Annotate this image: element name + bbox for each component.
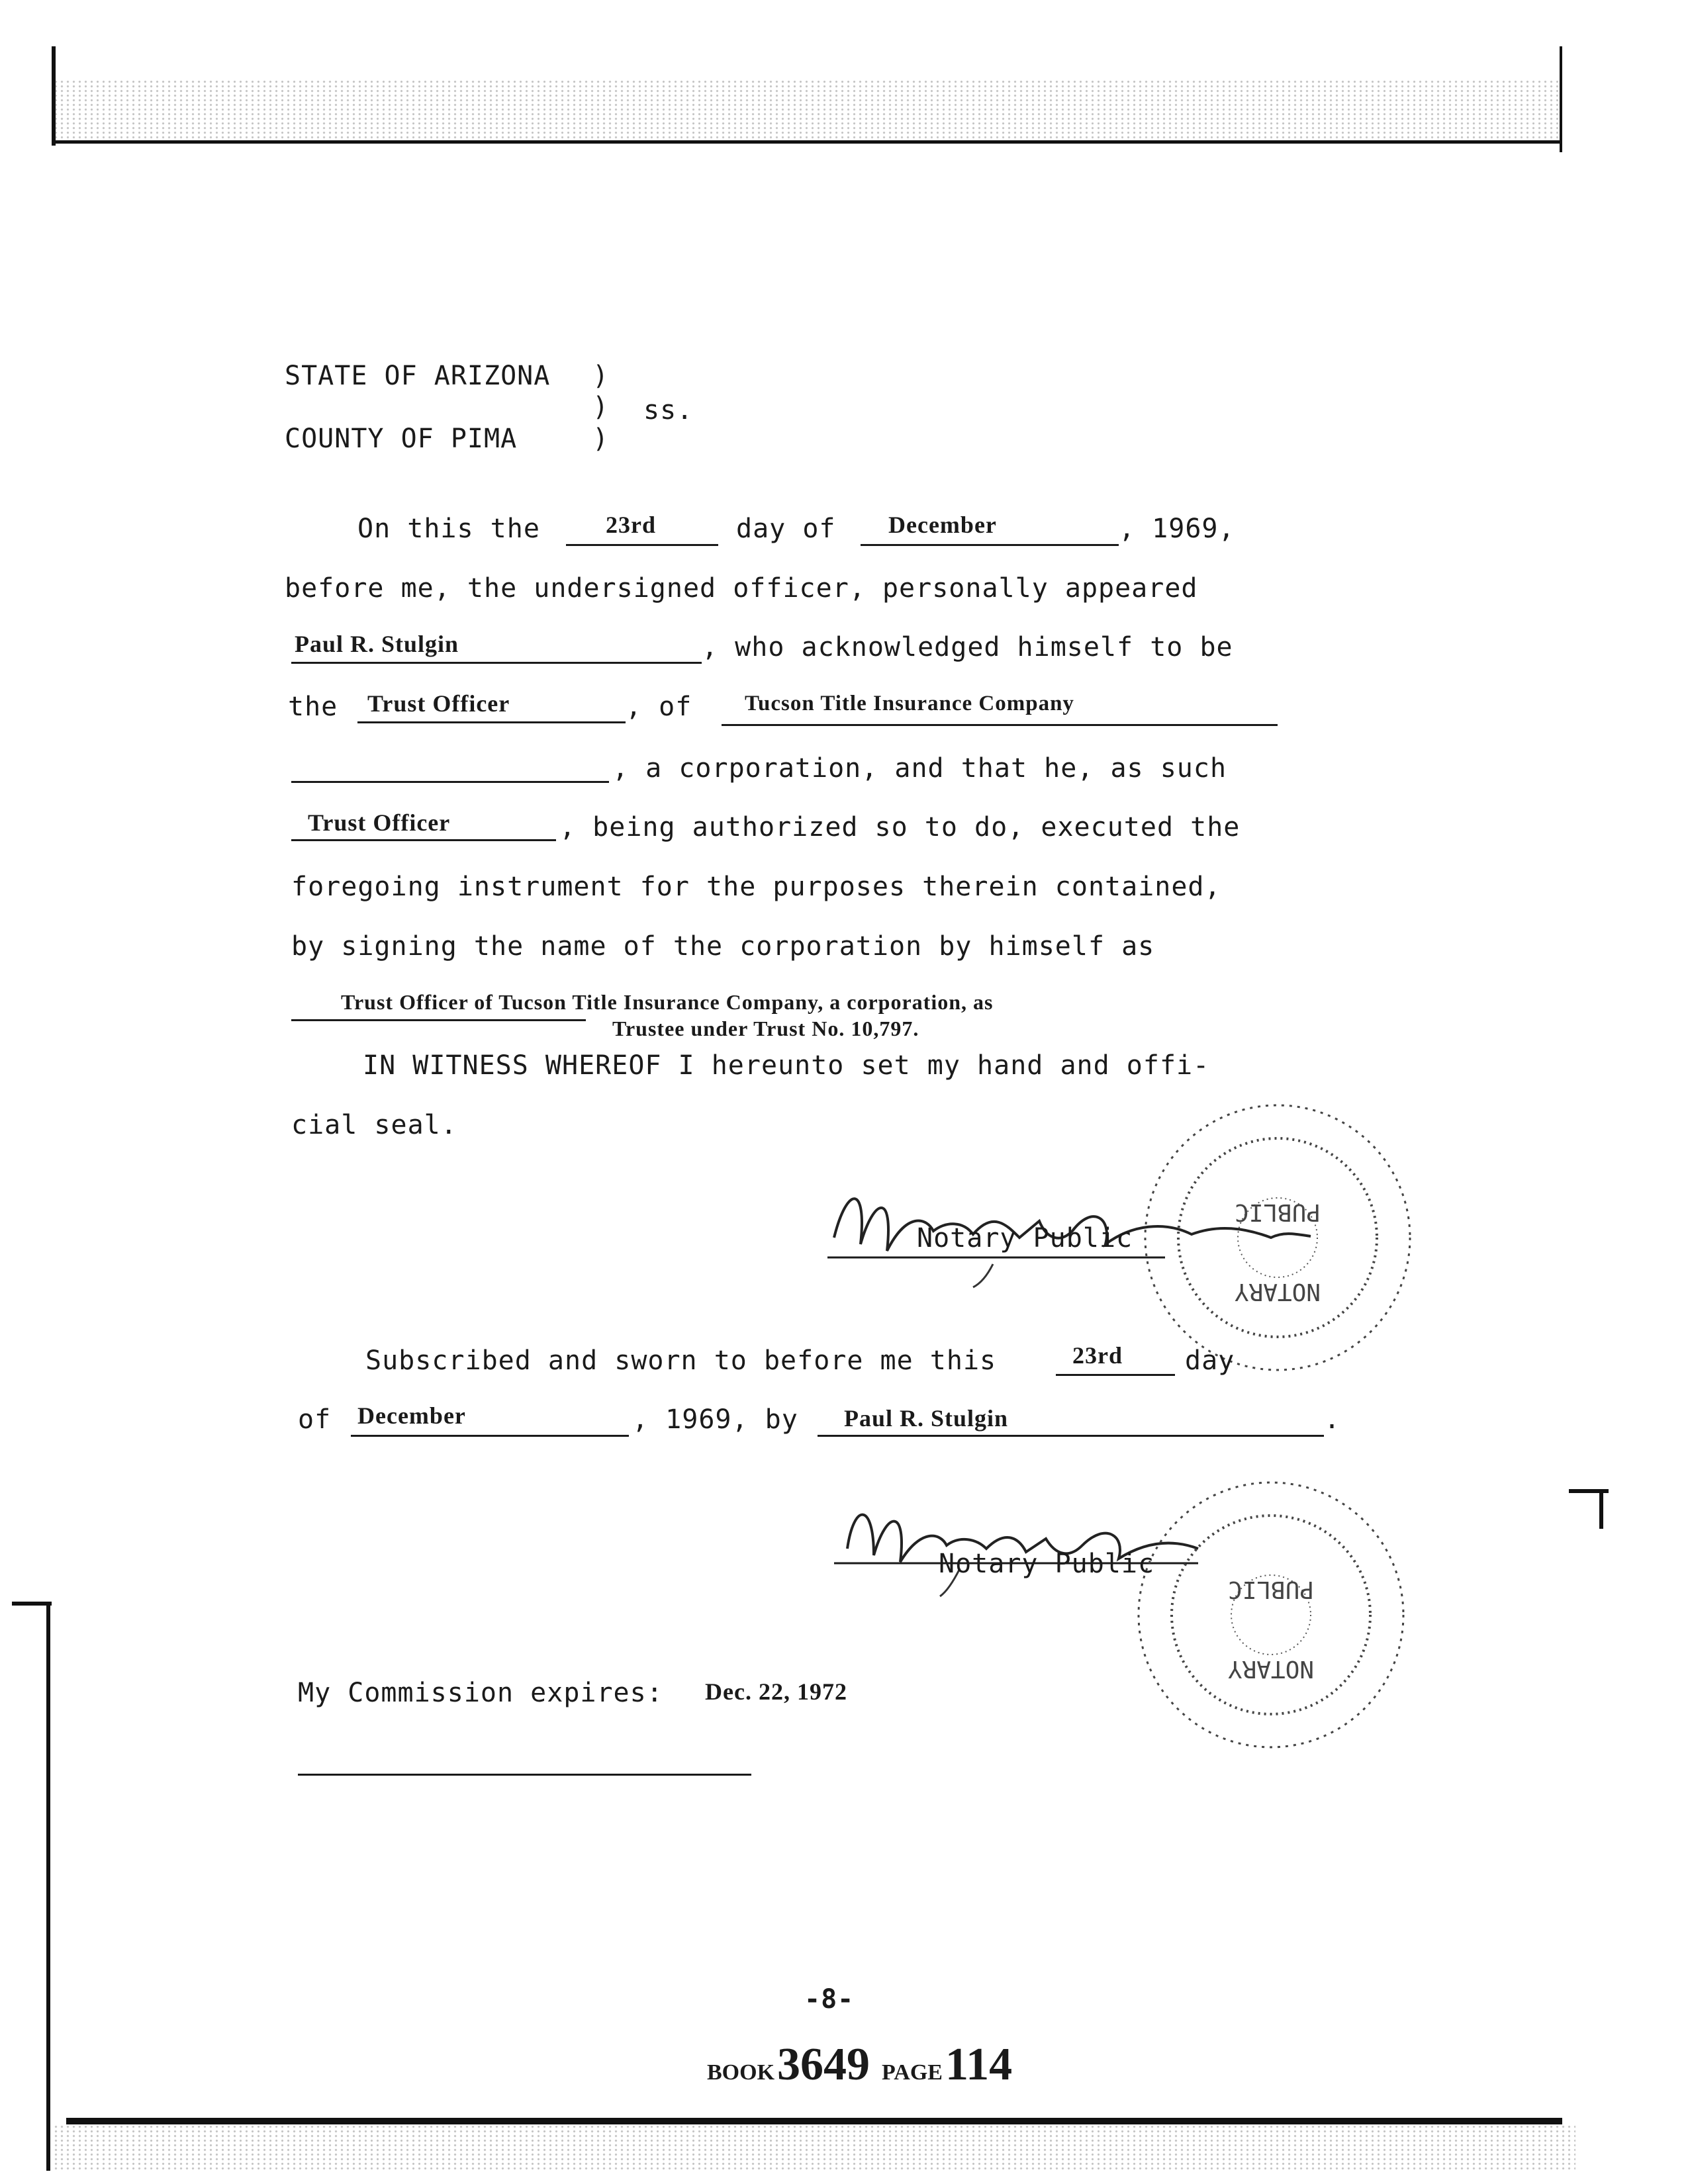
ack-line1-post: , 1969, [1119,514,1235,544]
ack-company: Tucson Title Insurance Company [745,692,1074,715]
ack-line4-mid: , of [626,692,692,722]
ack-line6-post: , being authorized so to do, executed the [559,812,1241,842]
venue-ss: ss. [643,395,694,426]
venue-state: STATE OF ARIZONA [285,361,551,391]
jurat-name-underline [818,1435,1324,1437]
ack-line3-post: , who acknowledged himself to be [702,632,1233,662]
ack-name: Paul R. Stulgin [295,631,459,657]
ack-title2-underline [291,839,556,841]
ack-capacity-line2: Trustee under Trust No. 10,797. [612,1017,919,1040]
seal-2-bottom-text: NOTARY [1227,1655,1315,1682]
bottom-border-line [66,2118,1562,2124]
top-border-line [53,140,1562,144]
book-page-stamp [707,2038,1012,2091]
ack-capacity-underline [291,1019,586,1021]
left-binding-mark [46,1602,50,2171]
ack-line5-post: , a corporation, and that he, as such [612,753,1227,784]
venue-paren-3: ) [592,424,610,454]
page-label: PAGE [882,2060,943,2085]
ack-line8: by signing the name of the corporation by himself as [291,931,1155,962]
ack-line4-pre: the [288,692,338,722]
ack-witness2: cial seal. [291,1110,457,1140]
jurat-line2-mid: , 1969, by [632,1404,798,1435]
left-tab-mark [12,1602,52,1606]
ack-title2: Trust Officer [308,809,451,836]
page-number-stamp: 114 [945,2039,1013,2090]
book-number: 3649 [777,2039,870,2090]
ack-witness1: IN WITNESS WHEREOF I hereunto set my hand and offi- [363,1050,1210,1081]
ack-day-underline [566,544,718,546]
ack-line1-mid: day of [736,514,836,544]
jurat-name: Paul R. Stulgin [844,1405,1009,1432]
seal-bottom-text: NOTARY [1234,1278,1321,1305]
jurat-day-underline [1056,1374,1175,1376]
bottom-scan-noise [53,2124,1575,2171]
venue-county: COUNTY OF PIMA [285,424,518,454]
seal-top-text: PUBLIC [1234,1199,1321,1226]
jurat-month: December [357,1402,466,1429]
ack-month-underline [861,544,1119,546]
jurat-line2-pre: of [298,1404,332,1435]
notary-seal-2 [1119,1463,1423,1767]
ack-month: December [888,512,997,538]
venue-paren-1: ) [592,361,610,391]
right-tab-mark-down [1599,1489,1603,1529]
ack-company-underline [722,724,1278,726]
notary-label-2: Notary Public [939,1549,1155,1579]
ack-name-underline [291,662,702,664]
jurat-line1-pre: Subscribed and sworn to before me this [365,1345,997,1376]
notary-label-1: Notary Public [917,1223,1133,1253]
ack-day: 23rd [606,512,656,538]
jurat-day: 23rd [1072,1342,1123,1369]
top-scan-noise [53,79,1562,142]
ack-blank-underline [291,781,609,783]
ack-line7: foregoing instrument for the purposes therein contained, [291,872,1221,902]
page-number: -8- [804,1984,855,2015]
book-label: BOOK [707,2060,775,2085]
ack-title-underline [357,721,626,723]
commission-underline [298,1774,751,1776]
seal-2-top-text: PUBLIC [1227,1576,1315,1603]
commission-label: My Commission expires: [298,1678,663,1708]
jurat-line1-post: day [1185,1345,1235,1376]
jurat-month-underline [351,1435,629,1437]
ack-capacity-line1: Trust Officer of Tucson Title Insurance Company, a corporation, as [341,990,994,1014]
ack-line2: before me, the undersigned officer, personally appeared [285,573,1198,604]
venue-paren-2: ) [592,392,610,422]
commission-date: Dec. 22, 1972 [705,1678,847,1705]
jurat-line2-end: . [1324,1404,1341,1435]
ack-line1-pre: On this the [357,514,540,544]
ack-title: Trust Officer [367,690,510,717]
notary-seal-1 [1125,1085,1430,1390]
